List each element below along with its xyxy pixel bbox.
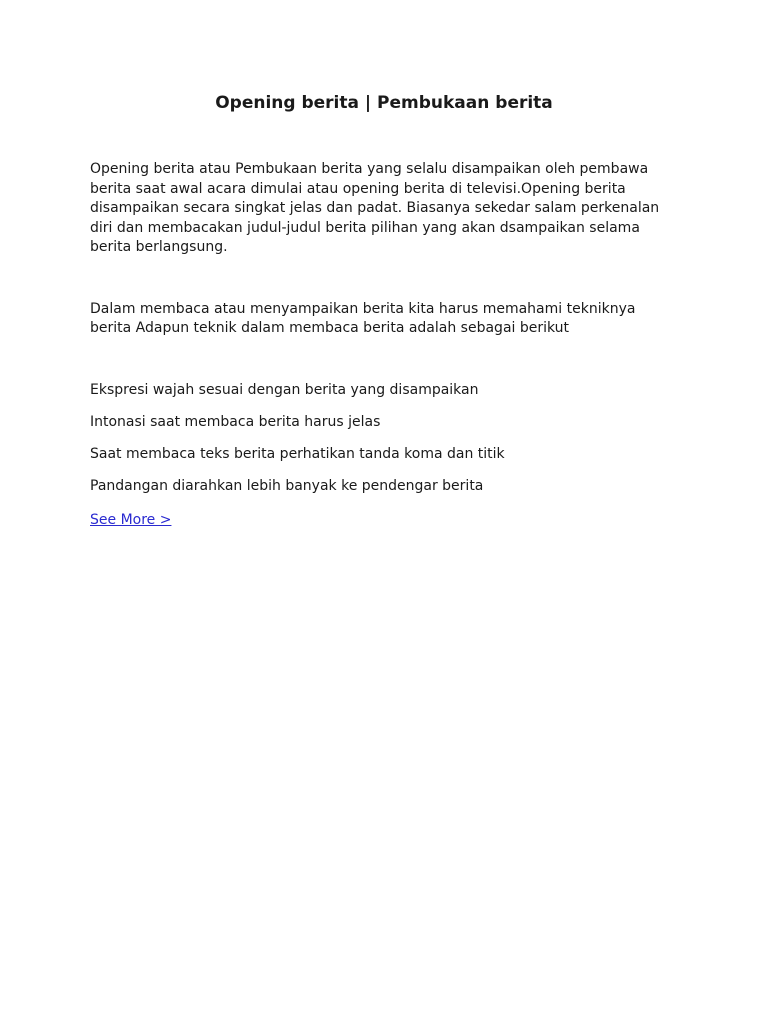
list-item: Ekspresi wajah sesuai dengan berita yang disampaikan: [90, 381, 479, 398]
list-item: Intonasi saat membaca berita harus jelas: [90, 413, 381, 430]
technique-list: [90, 381, 678, 497]
technique-paragraph: Dalam membaca atau menyampaikan berita kita harus memahami tekniknya berita Adapun teknik dalam membaca berita adalah sebagai berikut: [90, 300, 636, 336]
intro-paragraph: Opening berita atau Pembukaan berita yang selalu disampaikan oleh pembawa berita saat awal acara dimulai atau opening berita di televisi.Opening berita disampaikan secara singkat jelas dan padat. Biasanya sekedar salam perkenalan diri dan membacakan judul-judul berita pilihan yang akan dsampaikan selama berita berlangsung.: [90, 161, 660, 255]
see-more-link[interactable]: See More >: [90, 511, 172, 528]
list-item: Saat membaca teks berita perhatikan tanda koma dan titik: [90, 445, 505, 462]
list-item: Pandangan diarahkan lebih banyak ke pendengar berita: [90, 477, 484, 494]
page-title: Opening berita | Pembukaan berita: [215, 93, 553, 113]
